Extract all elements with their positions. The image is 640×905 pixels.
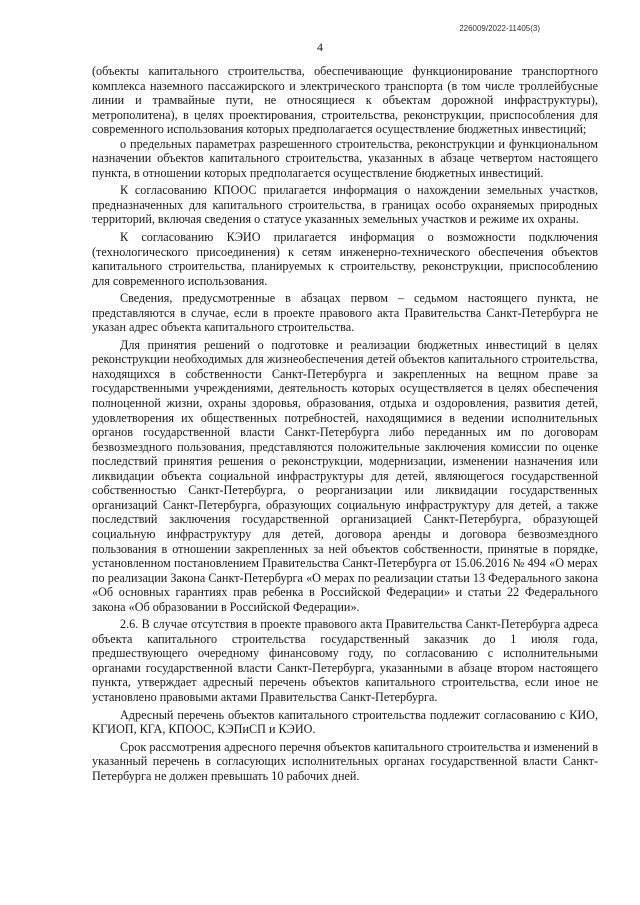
paragraph-review-deadline: Срок рассмотрения адресного перечня объектов капитального строительства и изменений в указанный перечень в согласующих исполнительных органах государственной власти Санкт-Петербурга не должен превышать 10 рабочих дней.: [92, 739, 598, 783]
page-number: 4: [317, 40, 323, 54]
document-registration-number: 226009/2022-11405(3): [459, 24, 540, 33]
document-body: [92, 64, 598, 783]
paragraph-children-infrastructure: Для принятия решений о подготовке и реализации бюджетных инвестиций в целях реконструкции необходимых для жизнеобеспечения детей объектов капитального строительства, находящихся в собственности Санкт-Петербурга и закрепленных на вещном праве за государственными учреждениями, деятельность которых осуществляется в целях обеспечения полноценной жизни, охраны здоровья, образования, отдыха и оздоровления, развития детей, удовлетворения их общественных потребностей, находящимися в ведении исполнительных органов государственной власти Санкт-Петербурга либо переданных им по договорам безвозмездного пользования, представляются положительные заключения комиссии по оценке последствий принятия решения о реконструкции, модернизации, изменении назначения или ликвидации объекта социальной инфраструктуры для детей, являющегося государственной собственностью Санкт-Петербурга, о реорганизации или ликвидации государственных организаций Санкт-Петербурга, образующих социальную инфраструктуру для детей, а также последствий заключения государственной организацией Санкт-Петербурга, образующей социальную инфраструктуру для детей, договора аренды и договора безвозмездного пользования в отношении закрепленных за ней объектов собственности, принятые в порядке, установленном постановлением Правительства Санкт-Петербурга от 15.06.2016 № 494 «О мерах по реализации Закона Санкт-Петербурга «О мерах по реализации статьи 13 Федерального закона «Об основных гарантиях прав ребенка в Российской Федерации» и статьи 22 Федерального закона «Об образовании в Российской Федерации».: [92, 337, 598, 614]
paragraph-kpoos-approval: К согласованию КПООС прилагается информация о нахождении земельных участков, предназначенных для капитального строительства, в границах особо охраняемых природных территорий, включая сведения о статусе указанных земельных участков и режиме их охраны.: [92, 183, 598, 227]
paragraph-section-2-6: 2.6. В случае отсутствия в проекте правового акта Правительства Санкт-Петербурга адреса объекта капитального строительства государственный заказчик до 1 июля года, предшествующего очередному финансовому году, по согласованию с исполнительными органами государственной власти Санкт-Петербурга, указанными в абзаце втором настоящего пункта, утверждает адресный перечень объектов капитального строительства, если иное не установлено правовыми актами Правительства Санкт-Петербурга.: [92, 617, 598, 704]
paragraph-address-not-specified: Сведения, предусмотренные в абзацах первом – седьмом настоящего пункта, не представляются в случае, если в проекте правового акта Правительства Санкт-Петербурга не указан адрес объекта капитального строительства.: [92, 291, 598, 335]
paragraph-keio-approval: К согласованию КЭИО прилагается информация о возможности подключения (технологического присоединения) к сетям инженерно-технического обеспечения объектов капитального строительства, планируемых к строительству, реконструкции, приспособлению для современного использования.: [92, 230, 598, 288]
paragraph-transport-objects: (объекты капитального строительства, обеспечивающие функционирование транспортного комплекса наземного пассажирского и электрического транспорта (в том числе троллейбусные линии и трамвайные пути, не относящиеся к объектам дорожной инфраструктуры), метрополитена), в целях проектирования, строительства, реконструкции, приспособления для современного использования которых предполагается осуществление бюджетных инвестиций;: [92, 64, 598, 137]
paragraph-address-list-approval: Адресный перечень объектов капитального строительства подлежит согласованию с КИО, КГИОП, КГА, КПООС, КЭПиСП и КЭИО.: [92, 707, 598, 737]
paragraph-construction-parameters: о предельных параметрах разрешенного строительства, реконструкции и функциональном назначении объектов капитального строительства, указанных в абзаце четвертом настоящего пункта, в отношении которых предполагается осуществление бюджетных инвестиций.: [92, 136, 598, 180]
